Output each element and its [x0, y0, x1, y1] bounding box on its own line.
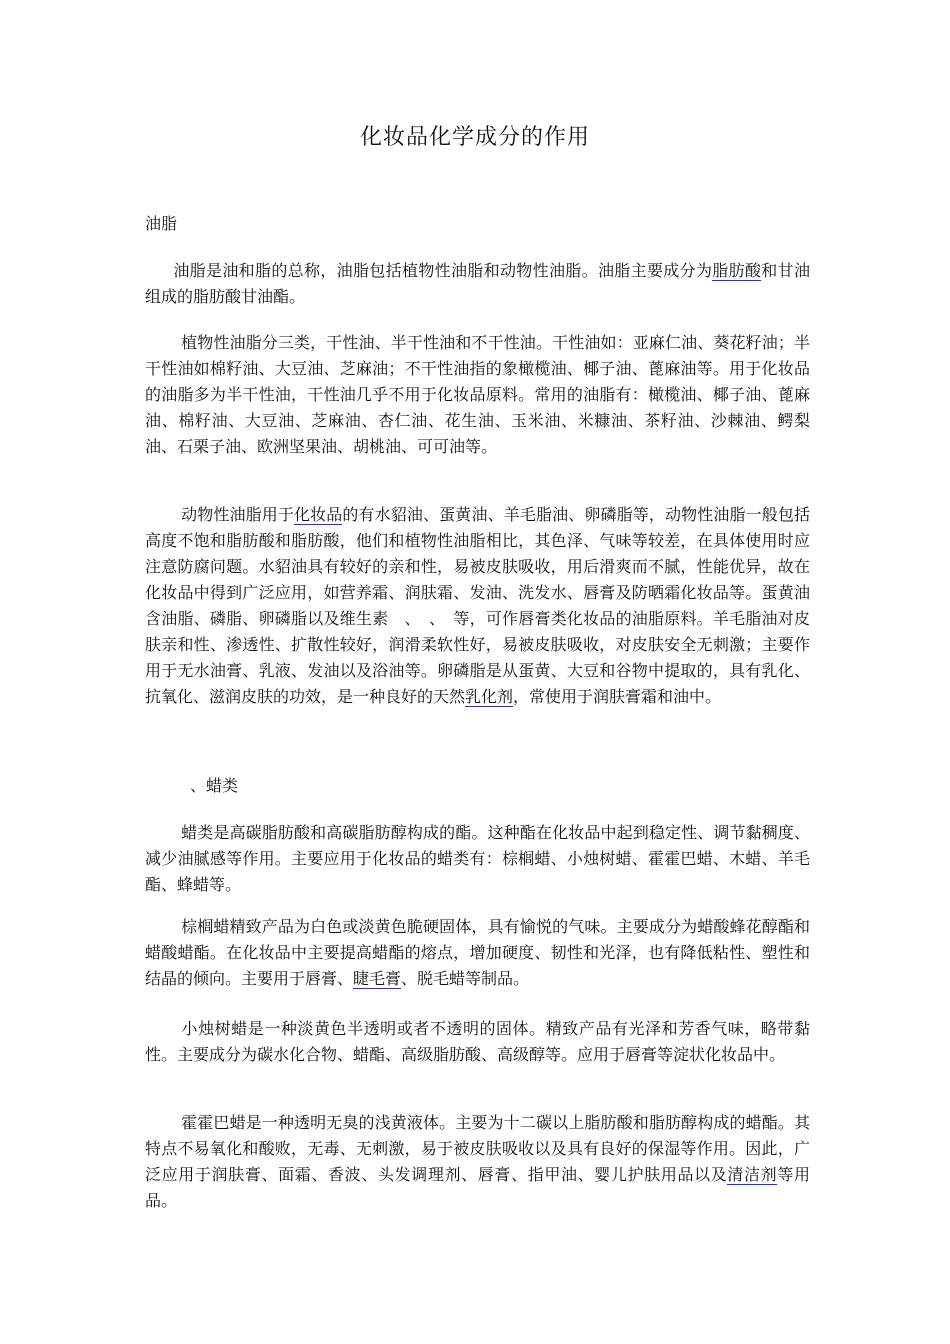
text: 棕榈蜡精致产品为白色或淡黄色脆硬固体，具有愉悦的气味。主要成分为蜡酸蜂花醇酯和蜡酸蜡酯。在化妆品中主要提高蜡酯的熔点，增加硬度、韧性和光泽，也有降低粘性、塑性和结晶的倾向。主要用于唇膏、: [145, 917, 810, 988]
document-title: 化妆品化学成分的作用: [359, 125, 590, 150]
text: 霍霍巴蜡是一种透明无臭的浅黄液体。主要为十二碳以上脂肪酸和脂肪醇构成的蜡酯。其特点不易氧化和酸败，无毒、无刺激，易于被皮肤吸收以及具有良好的保湿等作用。因此，广泛应用于润肤膏、面霜、香波、头发调理剂、唇膏、指甲油、婴儿护肤用品以及: [145, 1113, 810, 1184]
text: 、脱毛蜡等制品。: [401, 969, 530, 988]
section-heading-waxes: 、蜡类: [190, 776, 239, 795]
text: 动物性油脂用于: [181, 505, 295, 524]
paragraph-animal-oils: [145, 502, 810, 710]
link-cosmetics[interactable]: 化妆品: [294, 505, 343, 524]
paragraph-candelilla-wax: [145, 1016, 810, 1068]
link-emulsifier[interactable]: 乳化剂: [465, 687, 514, 706]
text: 等用品。: [145, 1165, 810, 1210]
paragraph-carnauba-wax: [145, 914, 810, 992]
text: 蜡类是高碳脂肪酸和高碳脂肪醇构成的酯。这种酯在化妆品中起到稳定性、调节黏稠度、减少油腻感等作用。主要应用于化妆品的蜡类有：棕榈蜡、小烛树蜡、霍霍巴蜡、木蜡、羊毛酯、蜂蜡等。: [145, 823, 810, 894]
link-fatty-acid[interactable]: 脂肪酸: [712, 261, 762, 280]
section-heading-oils: 油脂: [145, 214, 178, 233]
paragraph-vegetable-oils: [145, 330, 810, 460]
text: ，常使用于润肤膏霜和油中。: [513, 687, 722, 706]
text: 的有水貂油、蛋黄油、羊毛脂油、卵磷脂等，动物性油脂一般包括高度不饱和脂肪酸和脂肪酸，他们和植物性油脂相比，其色泽、气味等较差，在具体使用时应注意防腐问题。水貂油具有较好的亲和性，易被皮肤吸收，用后滑爽而不腻，性能优异，故在化妆品中得到广泛应用，如营养霜、润肤霜、发油、洗发水、唇膏及防晒霜化妆品等。蛋黄油含油脂、磷脂、卵磷脂以及维生素 、 、 等，可作唇膏类化妆品的油脂原料。羊毛脂油对皮肤亲和性、渗透性、扩散性较好，润滑柔软性好，易被皮肤吸收，对皮肤安全无刺激；主要作用于无水油膏、乳液、发油以及浴油等。卵磷脂是从蛋黄、大豆和谷物中提取的，具有乳化、抗氧化、滋润皮肤的功效，是一种良好的天然: [145, 505, 810, 706]
text: 小烛树蜡是一种淡黄色半透明或者不透明的固体。精致产品有光泽和芳香气味，略带黏性。主要成分为碳水化合物、蜡酯、高级脂肪酸、高级醇等。应用于唇膏等淀状化妆品中。: [145, 1019, 810, 1064]
paragraph-waxes-intro: [145, 820, 810, 898]
paragraph-jojoba-wax: [145, 1110, 810, 1214]
text: 油脂是油和脂的总称，油脂包括植物性油脂和动物性油脂。油脂主要成分为: [173, 261, 713, 280]
text: 和甘油组成的脂肪酸甘油酯。: [145, 261, 810, 306]
link-mascara[interactable]: 睫毛膏: [353, 969, 402, 988]
link-cleanser[interactable]: 清洁剂: [727, 1165, 778, 1184]
text: 植物性油脂分三类，干性油、半干性油和不干性油。干性油如：亚麻仁油、葵花籽油；半干性油如棉籽油、大豆油、芝麻油；不干性油指的象橄榄油、椰子油、蓖麻油等。用于化妆品的油脂多为半干性油，干性油几乎不用于化妆品原料。常用的油脂有：橄榄油、椰子油、蓖麻油、棉籽油、大豆油、芝麻油、杏仁油、花生油、玉米油、米糠油、茶籽油、沙棘油、鳄梨油、石栗子油、欧洲坚果油、胡桃油、可可油等。: [145, 333, 810, 456]
paragraph-oils-intro: [145, 258, 810, 310]
